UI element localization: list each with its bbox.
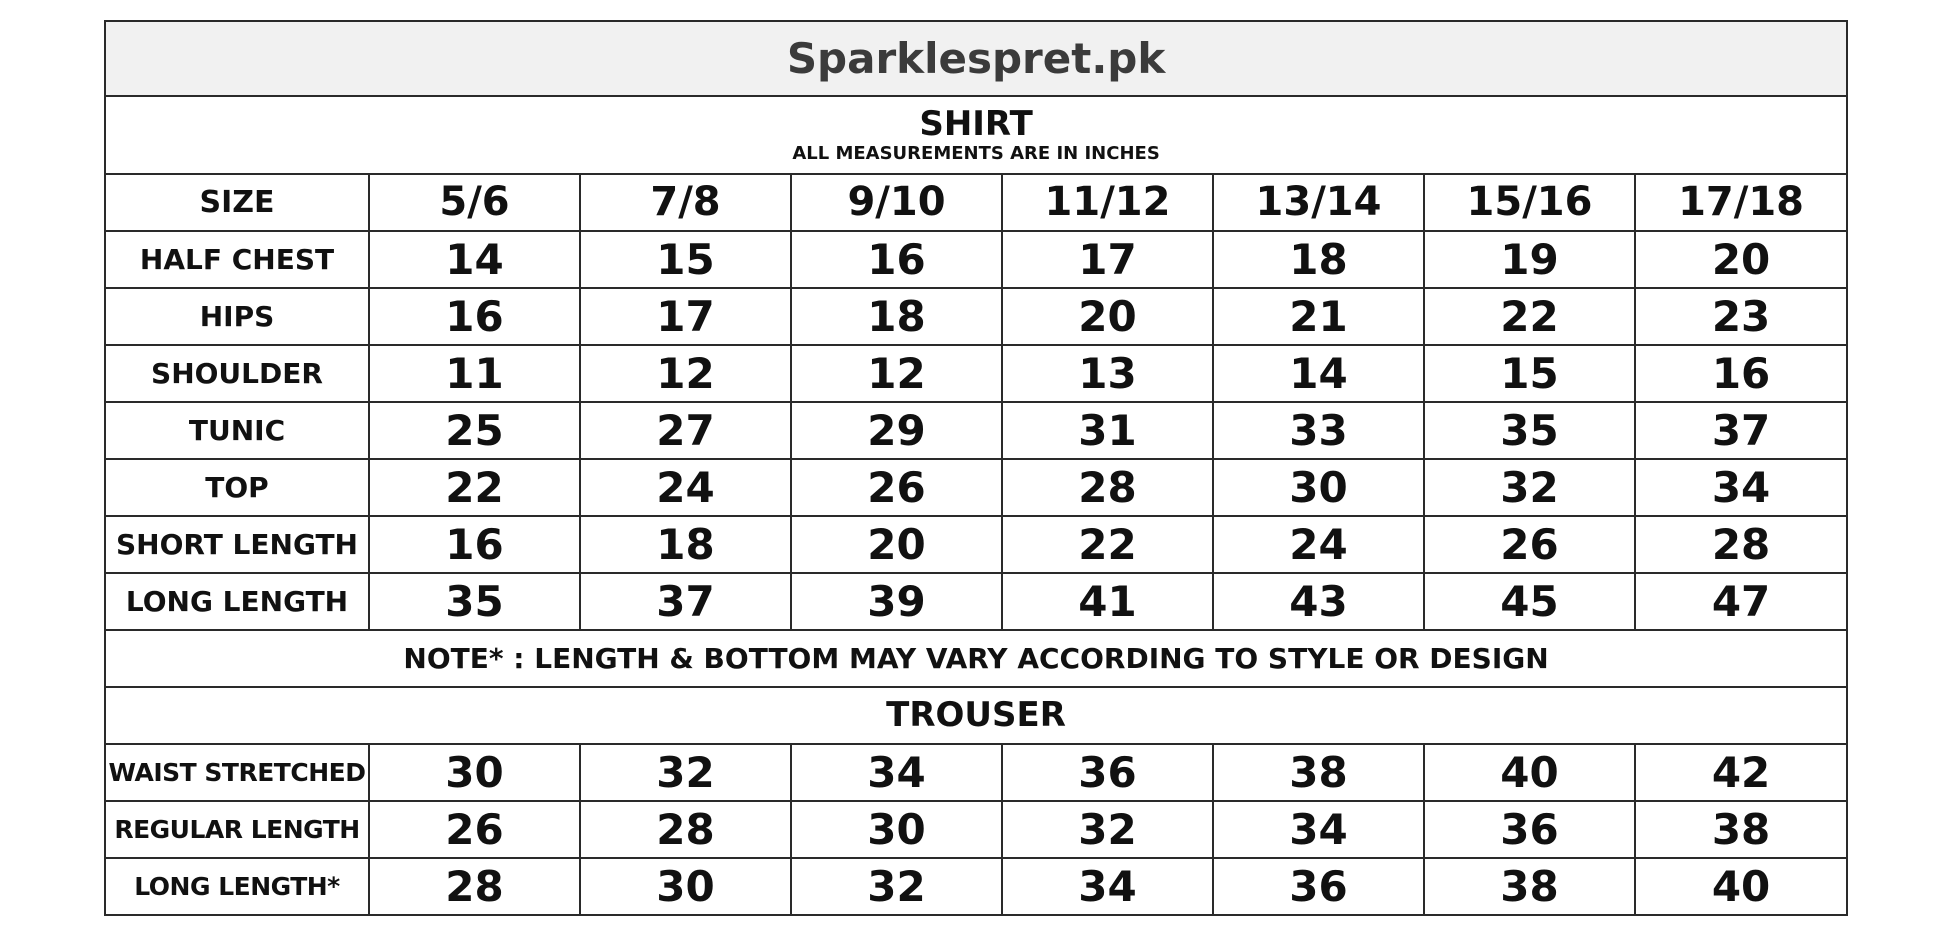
measurement-cell: 30	[791, 801, 1002, 858]
measurement-cell: 20	[791, 516, 1002, 573]
size-header-cell: 11/12	[1002, 174, 1213, 231]
row-label: WAIST STRETCHED	[105, 744, 369, 801]
trouser-measurement-row	[105, 858, 1847, 915]
size-label: SIZE	[105, 174, 369, 231]
measurement-cell: 36	[1213, 858, 1424, 915]
measurement-cell: 16	[369, 516, 580, 573]
measurement-cell: 34	[1635, 459, 1847, 516]
shirt-header-row	[105, 96, 1847, 173]
measurement-cell: 34	[1002, 858, 1213, 915]
row-label: LONG LENGTH	[105, 573, 369, 630]
measurement-cell: 15	[580, 231, 791, 288]
measurement-cell: 38	[1635, 801, 1847, 858]
measurement-cell: 45	[1424, 573, 1635, 630]
measurement-cell: 32	[1002, 801, 1213, 858]
shirt-measurement-row	[105, 288, 1847, 345]
measurement-cell: 23	[1635, 288, 1847, 345]
trouser-title: TROUSER	[105, 687, 1847, 744]
measurement-cell: 18	[791, 288, 1002, 345]
measurement-cell: 33	[1213, 402, 1424, 459]
measurement-cell: 32	[1424, 459, 1635, 516]
measurement-cell: 36	[1002, 744, 1213, 801]
shirt-measurement-row	[105, 573, 1847, 630]
measurement-cell: 30	[369, 744, 580, 801]
size-header-cell: 13/14	[1213, 174, 1424, 231]
shirt-measurement-row	[105, 231, 1847, 288]
measurement-cell: 41	[1002, 573, 1213, 630]
measurement-cell: 11	[369, 345, 580, 402]
measurement-cell: 12	[580, 345, 791, 402]
measurement-cell: 28	[369, 858, 580, 915]
size-chart-body	[105, 21, 1847, 915]
measurement-cell: 43	[1213, 573, 1424, 630]
size-header-row	[105, 174, 1847, 231]
measurement-cell: 24	[580, 459, 791, 516]
size-header-cell: 7/8	[580, 174, 791, 231]
size-header-cell: 5/6	[369, 174, 580, 231]
measurement-cell: 38	[1424, 858, 1635, 915]
size-chart-table	[104, 20, 1848, 916]
measurement-cell: 30	[580, 858, 791, 915]
row-label: TOP	[105, 459, 369, 516]
measurement-cell: 30	[1213, 459, 1424, 516]
measurement-cell: 26	[1424, 516, 1635, 573]
measurement-cell: 29	[791, 402, 1002, 459]
measurement-cell: 40	[1424, 744, 1635, 801]
measurement-cell: 37	[580, 573, 791, 630]
size-header-cell: 15/16	[1424, 174, 1635, 231]
shirt-header-cell	[105, 96, 1847, 173]
measurement-cell: 28	[1002, 459, 1213, 516]
measurement-cell: 26	[791, 459, 1002, 516]
measurement-cell: 47	[1635, 573, 1847, 630]
measurement-cell: 38	[1213, 744, 1424, 801]
measurement-cell: 31	[1002, 402, 1213, 459]
measurement-cell: 21	[1213, 288, 1424, 345]
measurement-cell: 17	[580, 288, 791, 345]
measurement-cell: 35	[1424, 402, 1635, 459]
row-label: TUNIC	[105, 402, 369, 459]
brand-title: Sparklespret.pk	[105, 21, 1847, 96]
measurement-cell: 18	[580, 516, 791, 573]
measurement-cell: 22	[1002, 516, 1213, 573]
measurement-cell: 26	[369, 801, 580, 858]
measurement-cell: 13	[1002, 345, 1213, 402]
measurement-cell: 19	[1424, 231, 1635, 288]
shirt-measurement-row	[105, 516, 1847, 573]
measurement-cell: 22	[1424, 288, 1635, 345]
measurement-cell: 34	[1213, 801, 1424, 858]
measurement-cell: 22	[369, 459, 580, 516]
shirt-measurement-row	[105, 402, 1847, 459]
row-label: SHORT LENGTH	[105, 516, 369, 573]
size-header-cell: 17/18	[1635, 174, 1847, 231]
measurement-cell: 17	[1002, 231, 1213, 288]
trouser-measurement-row	[105, 801, 1847, 858]
size-header-cell: 9/10	[791, 174, 1002, 231]
measurement-cell: 35	[369, 573, 580, 630]
measurement-cell: 14	[1213, 345, 1424, 402]
measurement-cell: 24	[1213, 516, 1424, 573]
row-label: HALF CHEST	[105, 231, 369, 288]
measurement-cell: 20	[1635, 231, 1847, 288]
measurement-cell: 42	[1635, 744, 1847, 801]
measurement-cell: 14	[369, 231, 580, 288]
measurement-cell: 34	[791, 744, 1002, 801]
measurement-cell: 12	[791, 345, 1002, 402]
measurement-cell: 18	[1213, 231, 1424, 288]
trouser-header-row	[105, 687, 1847, 744]
measurement-cell: 28	[1635, 516, 1847, 573]
row-label: REGULAR LENGTH	[105, 801, 369, 858]
measurement-cell: 28	[580, 801, 791, 858]
shirt-title: SHIRT	[919, 104, 1033, 145]
row-label: SHOULDER	[105, 345, 369, 402]
row-label: LONG LENGTH*	[105, 858, 369, 915]
measurement-cell: 37	[1635, 402, 1847, 459]
measurement-cell: 40	[1635, 858, 1847, 915]
measurement-cell: 32	[791, 858, 1002, 915]
measurement-cell: 25	[369, 402, 580, 459]
measurement-cell: 16	[1635, 345, 1847, 402]
note-row	[105, 630, 1847, 687]
measurement-cell: 36	[1424, 801, 1635, 858]
measurement-cell: 16	[369, 288, 580, 345]
shirt-subtitle: ALL MEASUREMENTS ARE IN INCHES	[792, 143, 1160, 165]
measurement-cell: 39	[791, 573, 1002, 630]
shirt-measurement-row	[105, 345, 1847, 402]
measurement-cell: 32	[580, 744, 791, 801]
shirt-measurement-row	[105, 459, 1847, 516]
measurement-cell: 15	[1424, 345, 1635, 402]
measurement-cell: 16	[791, 231, 1002, 288]
trouser-measurement-row	[105, 744, 1847, 801]
measurement-cell: 20	[1002, 288, 1213, 345]
measurement-cell: 27	[580, 402, 791, 459]
note-text: NOTE* : LENGTH & BOTTOM MAY VARY ACCORDING TO STYLE OR DESIGN	[105, 630, 1847, 687]
brand-row	[105, 21, 1847, 96]
row-label: HIPS	[105, 288, 369, 345]
